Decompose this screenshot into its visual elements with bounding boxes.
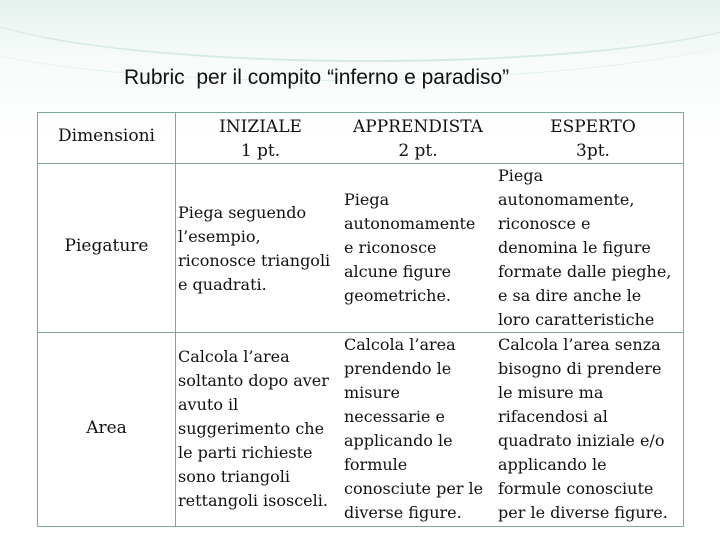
text-line: formate dalle pieghe, (498, 262, 672, 281)
text-line: sono triangoli (178, 467, 291, 486)
text-line: Piega seguendo (178, 203, 307, 222)
header-apprendista-name: APPRENDISTA (353, 117, 483, 137)
text-line: riconosce e (498, 214, 591, 233)
text-line: Piega (498, 166, 544, 185)
text-line: le misure ma (498, 383, 604, 402)
text-line: applicando le (498, 455, 607, 474)
text-line: denomina le figure (498, 238, 651, 257)
text-line: autonomamente (344, 214, 476, 233)
text-line: e sa dire anche le (498, 286, 642, 305)
text-line: l’esempio, (178, 227, 261, 246)
column-divider (175, 113, 176, 526)
header-iniziale-name: INIZIALE (219, 117, 302, 137)
area-iniziale (178, 345, 348, 513)
text-line: formule conosciute (498, 479, 654, 498)
area-esperto (498, 333, 683, 525)
text-line: misure (344, 383, 400, 402)
text-line: necessarie e (344, 407, 445, 426)
header-esperto-name: ESPERTO (550, 117, 636, 137)
dimension-piegature: Piegature (64, 236, 149, 256)
text-line: autonomamente, (498, 190, 635, 209)
text-line: rettangoli isosceli. (178, 491, 328, 510)
text-line: suggerimento che (178, 419, 325, 438)
slide-title: Rubric per il compito “inferno e paradiso” (124, 66, 510, 89)
text-line: rifacendosi al (498, 407, 608, 426)
text-line: geometriche. (344, 286, 451, 305)
header-apprendista (338, 115, 498, 163)
text-line: loro caratteristiche (498, 310, 655, 329)
text-line: applicando le (344, 431, 453, 450)
text-line: soltanto dopo aver (178, 371, 329, 390)
text-line: avuto il (178, 395, 239, 414)
text-line: e riconosce (344, 238, 437, 257)
text-line: conosciute per le (344, 479, 484, 498)
dimension-area: Area (86, 418, 127, 438)
text-line: prendendo le (344, 359, 452, 378)
header-esperto-points: 3pt. (576, 141, 610, 161)
text-line: Calcola l’area (178, 347, 290, 366)
text-line: le parti richieste (178, 443, 313, 462)
header-esperto (508, 115, 678, 163)
text-line: e quadrati. (178, 275, 267, 294)
rubric-table (37, 112, 684, 527)
area-apprendista (344, 333, 498, 525)
text-line: per le diverse figure. (498, 503, 668, 522)
piegature-iniziale (178, 201, 348, 297)
text-line: Calcola l’area senza (498, 335, 661, 354)
text-line: Calcola l’area (344, 335, 456, 354)
piegature-esperto (498, 164, 683, 332)
text-line: formule (344, 455, 408, 474)
header-iniziale-points: 1 pt. (240, 141, 281, 161)
text-line: quadrato iniziale e/o (498, 431, 665, 450)
text-line: diverse figure. (344, 503, 462, 522)
header-iniziale (198, 115, 323, 163)
text-line: riconosce triangoli (178, 251, 331, 270)
header-apprendista-points: 2 pt. (398, 141, 438, 161)
text-line: alcune figure (344, 262, 452, 281)
text-line: Piega (344, 190, 390, 209)
header-dimension: Dimensioni (58, 126, 155, 146)
text-line: bisogno di prendere (498, 359, 662, 378)
piegature-apprendista (344, 188, 494, 308)
